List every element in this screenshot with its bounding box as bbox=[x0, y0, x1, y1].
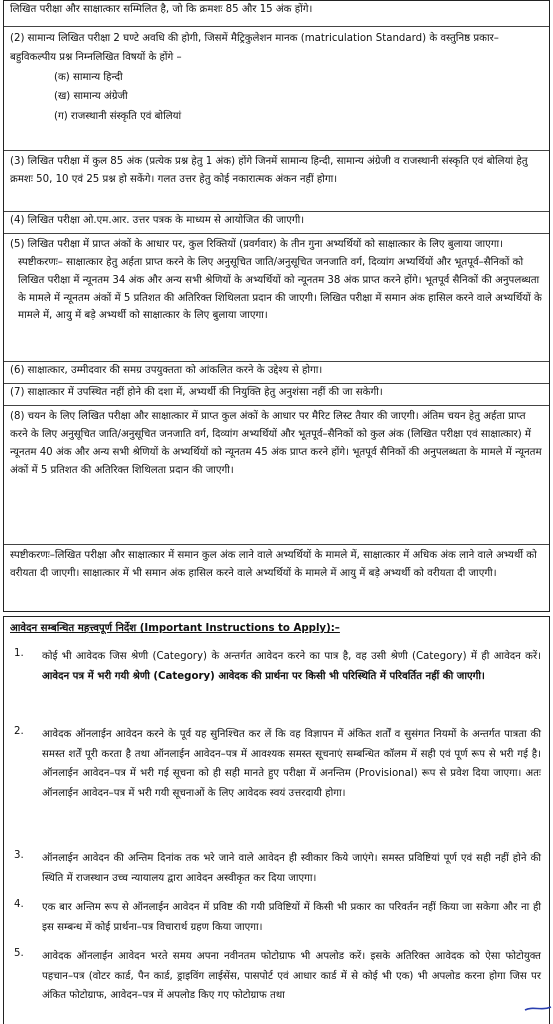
clause-8: (8) चयन के लिए लिखित परीक्षा और साक्षात्कार में प्राप्त कुल अंकों के आधार पर मैरिट लिस्ट तैयार की जाएगी। अंतिम चयन हेतु अर्हता प्राप्त करने के लिए अनुसूचित जाति/अनुसूचित जनजाति वर्ग, दिव्यांग अभ्यर्थियों और भूतपूर्व–सैनिकों को कुल अंक (लिखित परीक्षा एवं साक्षात्कार) में न्यूनतम 40 अंक और अन्य सभी श्रेणियों के अभ्यर्थियों को न्यूनतम 45 अंक प्राप्त करने होंगे। भूतपूर्व सैनिकों की अनुपलब्धता के मामले में न्यूनतम अंकों में 5 प्रतिशत की अतिरिक्त शिथिलता प्रदान की जाएगी। bbox=[10, 411, 542, 477]
clause-3-row bbox=[4, 151, 549, 212]
clause-8-row bbox=[4, 406, 549, 545]
clause-4: (4) लिखित परीक्षा ओ.एम.आर. उत्तर पत्रक के माध्यम से आयोजित की जाएगी। bbox=[10, 215, 305, 226]
clause-4-row bbox=[4, 212, 549, 234]
clause-5-explanation: स्पष्टीकरणः– साक्षात्कार हेतु अर्हता प्राप्त करने के लिए अनुसूचित जाति/अनुसूचित जनजाति वर्ग, दिव्यांग अभ्यर्थियों और भूतपूर्व–सैनिकों को लिखित परीक्षा में न्यूनतम 34 अंक और अन्य सभी श्रेणियों के अभ्यर्थियों को न्यूनतम 38 अंक प्राप्त करने होंगे। भूतपूर्व सैनिकों की अनुपलब्धता के मामले में न्यूनतम अंकों में 5 प्रतिशत की अतिरिक्त शिथिलता प्रदान की जाएगी। लिखित परीक्षा में समान अंक हासिल करने वाले अभ्यर्थियों के मामले में, आयु में बड़े अभ्यर्थी को साक्षात्कार के लिए बुलाया जाएगा। bbox=[18, 256, 542, 322]
selection-process-box bbox=[3, 0, 550, 612]
clause-6-row bbox=[4, 362, 549, 384]
clause-6: (6) साक्षात्कार, उम्मीदवार की समग्र उपयुक्तता को आंकलित करने के उद्देश्य से होगा। bbox=[10, 365, 323, 376]
instruction-number: 5. bbox=[14, 948, 24, 959]
clause-2: (2) सामान्य लिखित परीक्षा 2 घण्टे अवधि की होगी, जिसमें मैट्रिकुलेशन मानक (matriculation Standard) के वस्तुनिष्ठ प्रकार–बहुविकल्पीय प्रश्न निम्नलिखित विषयों के होंगे – bbox=[10, 33, 499, 64]
clause-5-row bbox=[4, 234, 549, 362]
instruction-number: 2. bbox=[14, 726, 24, 737]
clause-7-row bbox=[4, 384, 549, 406]
pen-mark-icon bbox=[523, 1003, 553, 1013]
instruction-number: 3. bbox=[14, 850, 24, 861]
subject-english: (ख) सामान्य अंग्रेजी bbox=[54, 91, 128, 103]
instruction-4 bbox=[4, 898, 549, 937]
instruction-1 bbox=[4, 647, 549, 686]
instruction-3 bbox=[4, 849, 549, 888]
instruction-1-text: कोई भी आवेदक जिस श्रेणी (Category) के अन्तर्गत आवेदन करने का पात्र है, वह उसी श्रेणी (Category) में ही आवेदन करें। bbox=[42, 651, 541, 662]
instruction-text bbox=[42, 647, 541, 686]
clause-7: (7) साक्षात्कार में उपस्थित नहीं होने की दशा में, अभ्यर्थी की नियुक्ति हेतु अनुशंसा नहीं की जा सकेगी। bbox=[10, 387, 383, 398]
instruction-2-text: आवेदक ऑनलाईन आवेदन करने के पूर्व यह सुनिश्चित कर लें कि वह विज्ञापन में अंकित शर्तों व सुसंगत नियमों के अन्तर्गत पात्रता की समस्त शर्तें पूरी करता है तथा ऑनलाईन आवेदन–पत्र में आवश्यक समस्त सूचनाएं सम्बन्धित कॉलम में सही एवं पूर्ण रूप से भरी गई है। ऑनलाईन आवेदन–पत्र में भरी गई सूचना को ही सही मानते हुए परीक्षा में अनन्तिम (Provisional) रूप से प्रवेश दिया जाएगा। अतः ऑनलाईन आवेदन–पत्र में भरी गयी सूचनाओं के लिए आवेदक स्वयं उत्तरदायी होगा। bbox=[42, 729, 541, 799]
clause-3: (3) लिखित परीक्षा में कुल 85 अंक (प्रत्येक प्रश्न हेतु 1 अंक) होंगे जिनमें सामान्य हिन्दी, सामान्य अंग्रेजी व राजस्थानी संस्कृति एवं बोलियां हेतु क्रमशः 50, 10 एवं 25 प्रश्न हो सकेंगे। गलत उत्तर हेतु कोई नकारात्मक अंकन नहीं होगा। bbox=[10, 156, 528, 185]
marks-line: लिखित परीक्षा और साक्षात्कार सम्मिलित है, जो कि क्रमशः 85 और 15 अंक होंगे। bbox=[10, 4, 313, 15]
instruction-number: 1. bbox=[14, 648, 24, 659]
clause-2-row bbox=[4, 27, 549, 151]
instructions-box bbox=[3, 616, 550, 1024]
instruction-5-text: आवेदक ऑनलाईन आवेदन भरते समय अपना नवीनतम फोटोग्राफ भी अपलोड करें। इसके अतिरिक्त आवेदक को ऐसा फोटोयुक्त पहचान–पत्र (वोटर कार्ड, पैन कार्ड, ड्राइविंग लाईसेंस, पासपोर्ट एवं आधार कार्ड में से कोई भी एक) भी अपलोड करना होगा जिस पर अंकित फोटोग्राफ, आवेदन–पत्र में अपलोड किए गए फोटोग्राफ तथा bbox=[42, 951, 541, 1002]
instruction-1-bold-text: आवेदन पत्र में भरी गयी श्रेणी (Category) आवेदक की प्रार्थना पर किसी भी परिस्थिति में परिवर्तित नहीं की जाएगी। bbox=[42, 670, 485, 682]
clause-5: (5) लिखित परीक्षा में प्राप्त अंकों के आधार पर, कुल रिक्तियों (प्रवर्गवार) के तीन गुना अभ्यर्थियों को साक्षात्कार के लिए बुलाया जाएगा। bbox=[10, 239, 503, 250]
subject-rajasthani: (ग) राजस्थानी संस्कृति एवं बोलियां bbox=[54, 110, 182, 122]
instruction-number: 4. bbox=[14, 899, 24, 910]
instruction-2 bbox=[4, 725, 549, 803]
instructions-heading: आवेदन सम्बन्धित महत्त्वपूर्ण निर्देश (Important Instructions to Apply):– bbox=[10, 623, 340, 634]
instruction-5 bbox=[4, 947, 549, 1006]
clause-8-explanation: स्पष्टीकरणः–लिखित परीक्षा और साक्षात्कार में समान कुल अंक लाने वाले अभ्यर्थियों के मामले में, साक्षात्कार में अधिक अंक लाने वाले अभ्यर्थी को वरीयता दी जाएगी। साक्षात्कार में भी समान अंक हासिल करने वाले अभ्यर्थियों के मामले में आयु में बड़े अभ्यर्थी को वरीयता दी जाएगी। bbox=[10, 550, 537, 580]
instructions-heading-row bbox=[4, 617, 549, 639]
instruction-4-text: एक बार अन्तिम रूप से ऑनलाईन आवेदन में प्रविष्ट की गयी प्रविष्टियों में किसी भी प्रकार का परिवर्तन नहीं किया जा सकेगा और ना ही इस सम्बन्ध में कोई प्रार्थना–पत्र विचारार्थ ग्रहण किया जाएगा। bbox=[42, 902, 541, 933]
instruction-3-text: ऑनलाईन आवेदन की अन्तिम दिनांक तक भरे जाने वाले आवेदन ही स्वीकार किये जाएंगे। समस्त प्रविष्टियां पूर्ण एवं सही नहीं होने की स्थिति में राजस्थान उच्च न्यायालय द्वारा आवेदन अस्वीकृत कर दिया जाएगा। bbox=[42, 853, 541, 884]
clause-8-explanation-row bbox=[4, 545, 549, 611]
subject-hindi: (क) सामान्य हिन्दी bbox=[54, 71, 123, 83]
marks-line-row bbox=[4, 1, 549, 27]
